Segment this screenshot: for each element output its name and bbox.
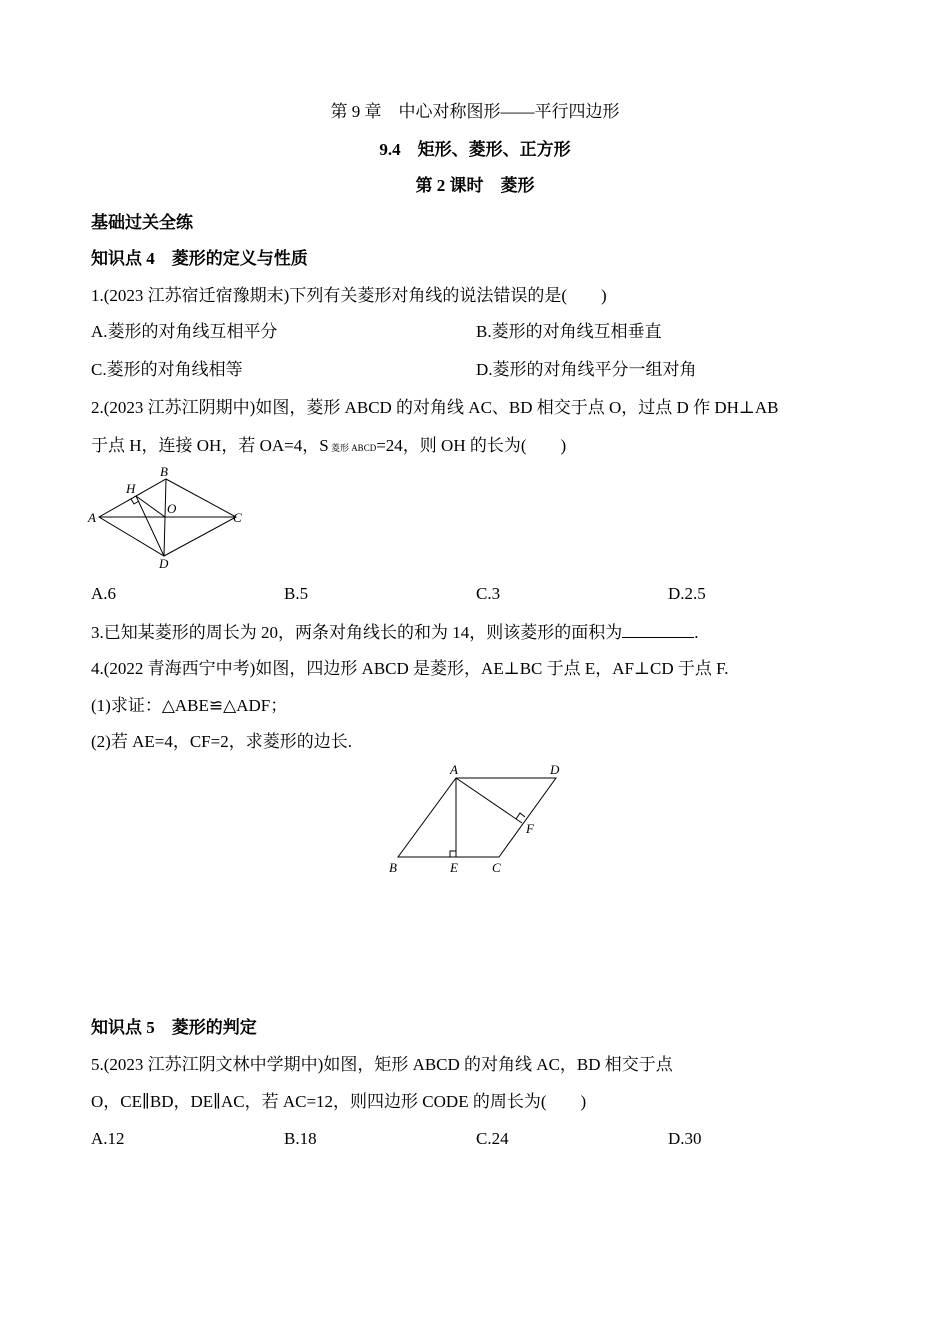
question-4-part-1: (1)求证：△ABE≌△ADF； (91, 696, 288, 715)
question-2-stem-line-1: 2.(2023 江苏江阴期中)如图，菱形 ABCD 的对角线 AC、BD 相交于点 O，过点 D 作 DH⊥AB (91, 398, 779, 417)
question-4-stem: 4.(2022 青海西宁中考)如图，四边形 ABCD 是菱形，AE⊥BC 于点 E，AF⊥CD 于点 F. (91, 659, 729, 678)
question-3-answer-blank[interactable] (622, 621, 694, 638)
question-5-option-d: D.30 (668, 1129, 702, 1148)
question-1-stem: 1.(2023 江苏宿迁宿豫期末)下列有关菱形对角线的说法错误的是( ) (91, 286, 607, 305)
label-a: A (88, 510, 96, 525)
label-b: B (160, 464, 168, 479)
question-4-part-2: (2)若 AE=4，CF=2，求菱形的边长. (91, 732, 352, 751)
question-5-option-c: C.24 (476, 1129, 509, 1148)
question-2-stem-part-a: 于点 H，连接 OH，若 OA=4，S (91, 436, 329, 455)
segment-dh (136, 496, 164, 556)
exercise-group-title: 基础过关全练 (91, 213, 193, 232)
segment-af (456, 778, 522, 823)
chapter-title: 第 9 章 中心对称图形——平行四边形 (330, 102, 620, 121)
question-2-option-a: A.6 (91, 584, 117, 603)
label-a: A (450, 762, 458, 777)
right-angle-mark-f (516, 813, 525, 819)
knowledge-point-4-title: 知识点 4 菱形的定义与性质 (91, 249, 308, 268)
question-2-option-c: C.3 (476, 584, 501, 603)
label-d: D (550, 762, 560, 777)
label-b: B (389, 860, 397, 875)
question-2-stem-line-2 (91, 435, 566, 459)
section-heading: 9.4 矩形、菱形、正方形 (379, 140, 571, 159)
question-2-option-b: B.5 (284, 584, 309, 603)
question-1-option-a: A.菱形的对角线互相平分 (91, 322, 278, 341)
question-5-option-b: B.18 (284, 1129, 317, 1148)
lesson-heading: 第 2 课时 菱形 (415, 176, 535, 195)
right-angle-mark-e (450, 851, 456, 857)
label-o: O (167, 501, 177, 516)
question-5-option-a: A.12 (91, 1129, 125, 1148)
question-1-option-c: C.菱形的对角线相等 (91, 360, 243, 379)
question-5-stem-line-1: 5.(2023 江苏江阴文林中学期中)如图，矩形 ABCD 的对角线 AC，BD 相交于点 (91, 1055, 673, 1074)
rhombus-abcd-outline (398, 778, 556, 857)
question-2-option-d: D.2.5 (668, 584, 706, 603)
rhombus-diagram-q4 (384, 760, 574, 882)
question-1-option-d: D.菱形的对角线平分一组对角 (476, 360, 697, 379)
label-c: C (492, 860, 501, 875)
question-2-stem-part-b: =24，则 OH 的长为( ) (376, 436, 567, 455)
knowledge-point-5-title: 知识点 5 菱形的判定 (91, 1018, 257, 1037)
question-3-stem-part-a: 3.已知某菱形的周长为 20，两条对角线长的和为 14，则该菱形的面积为 (91, 623, 623, 642)
question-3-stem (91, 621, 699, 644)
rhombus-diagram-q2 (86, 462, 256, 574)
label-e: E (450, 860, 458, 875)
question-1-option-b: B.菱形的对角线互相垂直 (476, 322, 662, 341)
label-d: D (159, 556, 169, 571)
label-f: F (526, 821, 534, 836)
label-h: H (126, 481, 136, 496)
question-3-stem-part-b: . (694, 623, 699, 642)
question-5-stem-line-2: O，CE∥BD，DE∥AC，若 AC=12，则四边形 CODE 的周长为( ) (91, 1092, 587, 1111)
label-c: C (233, 510, 242, 525)
question-2-area-subscript: 菱形 ABCD (328, 443, 377, 453)
